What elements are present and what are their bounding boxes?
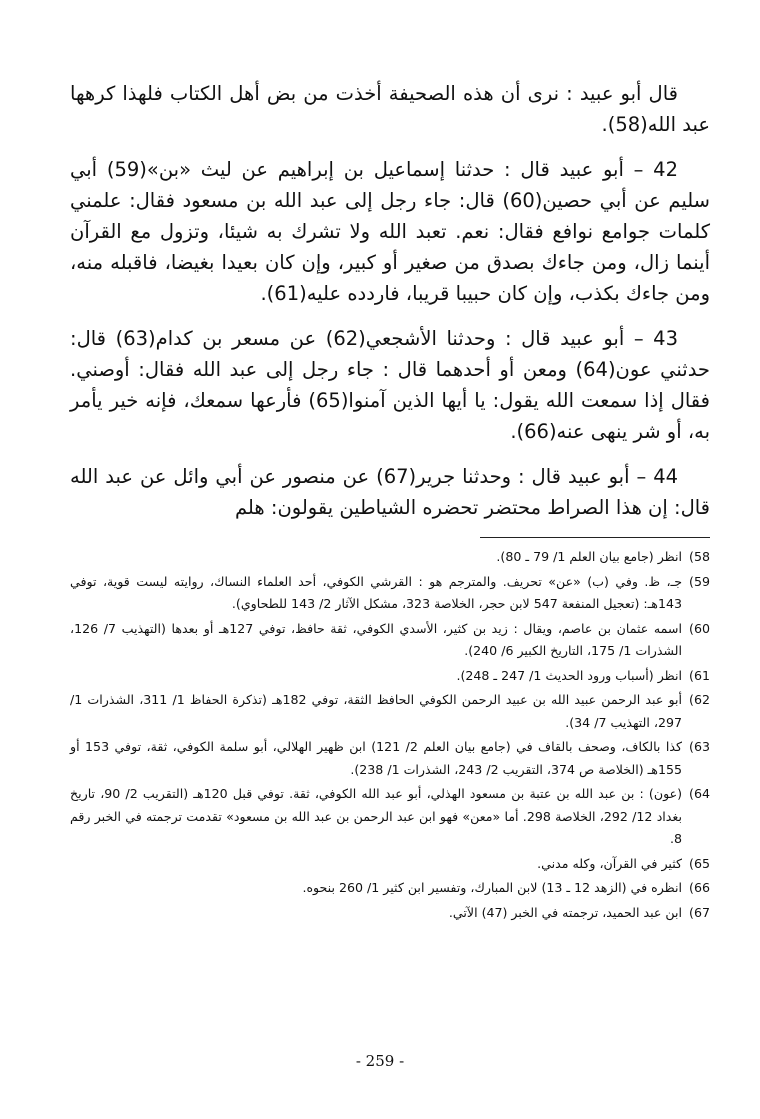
footnote-66 bbox=[70, 877, 710, 900]
footnote-text: انظر (أسباب ورود الحديث 1/ 247 ـ 248). bbox=[456, 667, 682, 683]
footnote-number: 59) bbox=[689, 573, 710, 589]
footnote-number: 58) bbox=[689, 549, 710, 564]
footnote-text: انظره في (الزهد 12 ـ 13) لابن المبارك، وتفسير ابن كثير 1/ 260 بنحوه. bbox=[302, 880, 682, 895]
page-body bbox=[70, 78, 710, 926]
footnote-number: 61) bbox=[689, 667, 710, 683]
footnote-59 bbox=[70, 571, 710, 616]
footnote-text: اسمه عثمان بن عاصم، ويقال : زيد بن كثير، الأسدي الكوفي، ثقة حافظ، توفي 127هـ أو بعدها (التهذيب 7/ 126، الشذرات 1/ 175، التاريخ الكبير 6/ 240). bbox=[70, 620, 682, 658]
footnote-number: 67) bbox=[689, 904, 710, 920]
footnote-text: انظر (جامع بيان العلم 1/ 79 ـ 80). bbox=[496, 549, 682, 564]
footnote-64 bbox=[70, 783, 710, 851]
footnote-text: كثير في القرآن، وكله مدني. bbox=[537, 855, 682, 871]
footnote-58 bbox=[70, 546, 710, 569]
footnote-number: 60) bbox=[689, 620, 710, 636]
footnote-text: جـ، ظ. وفي (ب) «عن» تحريف. والمترجم هو : القرشي الكوفي، أحد العلماء النساك، روايته ليست قوية، توفي 143هـ: (تعجيل المنفعة 547 لابن حجر، الخلاصة 323، مشكل الآثار 2/ 143 للطحاوي). bbox=[70, 573, 682, 611]
main-text bbox=[70, 78, 710, 523]
footnote-62 bbox=[70, 689, 710, 734]
footnote-61 bbox=[70, 665, 710, 688]
footnote-text: ابن عبد الحميد، ترجمته في الخبر (47) الآتي. bbox=[448, 904, 682, 920]
footnote-number: 65) bbox=[689, 855, 710, 871]
page-number: - 259 - bbox=[355, 1052, 405, 1070]
footnote-number: 64) bbox=[689, 786, 710, 801]
paragraph-44: 44 – أبو عبيد قال : وحدثنا جرير(67) عن منصور عن أبي وائل عن عبد الله قال: إن هذا الصراط محتضر تحضره الشياطين يقولون: هلم bbox=[70, 465, 710, 519]
footnotes bbox=[70, 546, 710, 924]
footnote-65 bbox=[70, 853, 710, 876]
footnote-60 bbox=[70, 618, 710, 663]
footnote-text: (عون) : بن عبد الله بن عتبة بن مسعود الهذلي، أبو عبد الله الكوفي، ثقة. توفي قبل 120هـ (التقريب 2/ 90، تاريخ بغداد 12/ 292، الخلاصة 298. أما «معن» فهو ابن عبد الرحمن بن عبد الله بن مسعود» تقدمت ترجمته في الخبر رقم 8. bbox=[70, 786, 683, 846]
paragraph-1: قال أبو عبيد : نرى أن هذه الصحيفة أخذت من بض أهل الكتاب فلهذا كرهها عبد الله(58). bbox=[70, 82, 710, 136]
footnote-63 bbox=[70, 736, 710, 781]
footnote-number: 63) bbox=[689, 739, 710, 754]
paragraph-43: 43 – أبو عبيد قال : وحدثنا الأشجعي(62) عن مسعر بن كدام(63) قال: حدثني عون(64) ومعن أو أحدهما قال : جاء رجل إلى عبد الله فقال: أوصني. فقال إذا سمعت الله يقول: يا أيها الذين آمنوا(65) فأرعها سمعك، فإنه خير يأمر به، أو شر ينهى عنه(66). bbox=[70, 327, 710, 443]
footnote-divider bbox=[480, 537, 710, 538]
footnote-number: 66) bbox=[689, 880, 710, 895]
footnote-text: كذا بالكاف، وصحف بالقاف في (جامع بيان العلم 2/ 121) ابن ظهير الهلالي، أبو سلمة الكوفي، ثقة، توفي 153 أو 155هـ (الخلاصة ص 374، التقريب 2/ 243، الشذرات 1/ 238). bbox=[70, 739, 682, 777]
paragraph-42: 42 – أبو عبيد قال : حدثنا إسماعيل بن إبراهيم عن ليث «بن»(59) أبي سليم عن أبي حصين(60) قال: جاء رجل إلى عبد الله بن مسعود فقال: علمني كلمات جوامع نوافع فقال: نعم. تعبد الله ولا تشرك به شيئا، وتزول مع القرآن أينما زال، ومن جاءك بصدق من صغير أو كبير، وإن كان بعيدا بغيضا، فاقبله منه، ومن جاءك بكذب، وإن كان حبيبا قريبا، فاردده عليه(61). bbox=[70, 158, 710, 305]
footnote-text: أبو عبد الرحمن عبيد الله بن عبيد الرحمن الكوفي الحافظ الثقة، توفي 182هـ (تذكرة الحفاظ 1/ 311، الشذرات 1/ 297، التهذيب 7/ 34). bbox=[70, 692, 683, 730]
footnote-67 bbox=[70, 902, 710, 925]
footnote-number: 62) bbox=[689, 692, 710, 707]
